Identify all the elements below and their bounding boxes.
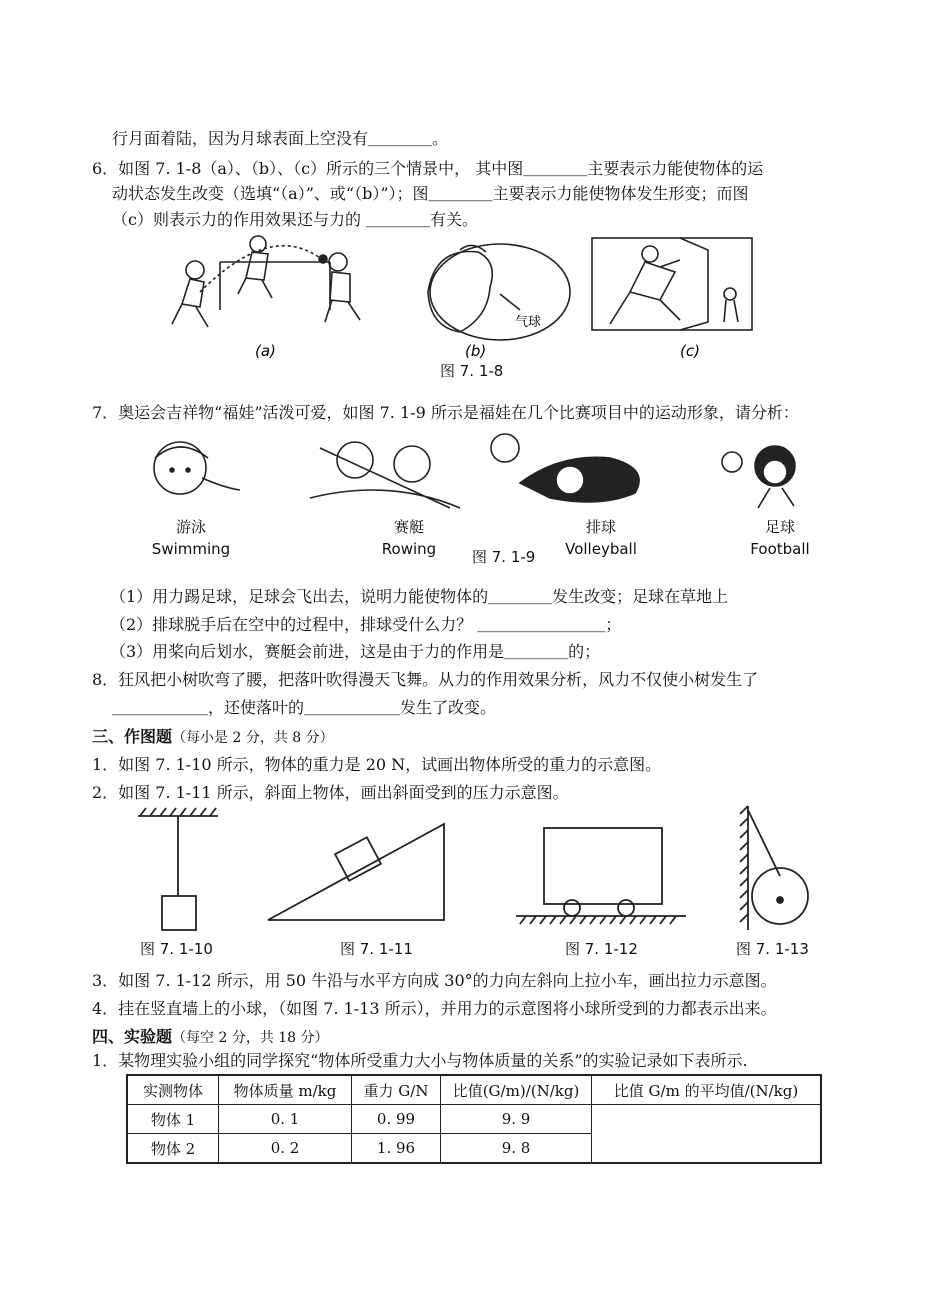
sport-en-swimming: Swimming [151, 540, 231, 558]
table-cell: 9. 8 [441, 1134, 592, 1164]
figure-7-1-12-caption: 图 7. 1-12 [565, 940, 638, 958]
q7-sub2: （2）排球脱手后在空中的过程中，排球受什么力？ ＿＿＿＿＿＿＿＿； [110, 615, 622, 634]
sport-cn-rowing: 赛艇 [393, 518, 424, 536]
table-header: 物体质量 m/kg [219, 1075, 352, 1105]
sport-cn-football: 足球 [764, 518, 795, 536]
s4-q1: 1．某物理实验小组的同学探究“物体所受重力大小与物体质量的关系”的实验记录如下表所示. [92, 1051, 748, 1070]
rowing-mascot-icon [310, 442, 460, 508]
table-cell: 0. 1 [219, 1105, 352, 1134]
q7-sub3: （3）用桨向后划水，赛艇会前进，这是由于力的作用是＿＿＿＿的； [110, 642, 601, 661]
table-cell: 0. 99 [352, 1105, 441, 1134]
section-3-note: （每小是 2 分，共 8 分） [172, 730, 334, 746]
table-header-row [127, 1075, 821, 1105]
sport-en-football: Football [750, 540, 810, 558]
figure-7-1-11-caption: 图 7. 1-11 [340, 940, 413, 958]
table-cell: 物体 1 [127, 1105, 219, 1134]
table-cell: 物体 2 [127, 1134, 219, 1164]
sport-en-volleyball: Volleyball [565, 540, 637, 558]
sport-en-rowing: Rowing [381, 540, 437, 558]
figure-c-drawing [592, 238, 752, 330]
figure-c-label: (c) [680, 342, 700, 360]
balloon-label: 气球 [515, 315, 542, 330]
section-3-heading: 三、作图题 [92, 727, 173, 746]
table-cell: 9. 9 [441, 1105, 592, 1134]
figure-7-1-10-drawing [138, 808, 218, 930]
section-4-title [92, 1024, 329, 1047]
figure-7-1-12-drawing [516, 828, 686, 924]
q7-sub1: （1）用力踢足球，足球会飞出去，说明力能使物体的＿＿＿＿发生改变；足球在草地上 [110, 587, 729, 606]
figure-7-1-9-caption: 图 7. 1-9 [472, 548, 536, 566]
table-header: 实测物体 [127, 1075, 219, 1105]
q8-line2: ＿＿＿＿＿＿，还使落叶的＿＿＿＿＿＿发生了改变。 [112, 698, 497, 717]
figure-7-1-8 [160, 232, 760, 362]
table-cell: 1. 96 [352, 1134, 441, 1164]
section-4-heading: 四、实验题 [92, 1027, 173, 1046]
s3-q1: 1．如图 7. 1-10 所示，物体的重力是 20 N，试画出物体所受的重力的示意图。 [92, 755, 662, 774]
sport-cn-volleyball: 排球 [585, 518, 616, 536]
table-row [127, 1105, 821, 1134]
football-mascot-icon [722, 446, 795, 508]
figure-7-1-13-caption: 图 7. 1-13 [736, 940, 809, 958]
volleyball-mascot-icon [491, 434, 639, 502]
figures-row [130, 804, 820, 934]
q6-line3: （c）则表示力的作用效果还与力的 ＿＿＿＿有关。 [112, 210, 479, 229]
experiment-table [126, 1074, 822, 1164]
figure-a-drawing [172, 236, 360, 327]
table-header: 比值(G/m)/(N/kg) [441, 1075, 592, 1105]
sport-cn-swimming: 游泳 [175, 518, 206, 536]
table-header: 重力 G/N [352, 1075, 441, 1105]
section-4-note: （每空 2 分，共 18 分） [172, 1030, 329, 1046]
figure-b-label: (b) [465, 342, 487, 360]
swimming-mascot-icon [154, 442, 240, 494]
q6-line2: 动状态发生改变（选填“（a）”、或“（b）”）；图＿＿＿＿主要表示力能使物体发生形变；而图 [112, 184, 749, 203]
average-cell [592, 1105, 822, 1164]
table-header: 比值 G/m 的平均值/(N/kg) [592, 1075, 822, 1105]
s3-q2: 2．如图 7. 1-11 所示，斜面上物体，画出斜面受到的压力示意图。 [92, 783, 569, 802]
q7-intro: 7．奥运会吉祥物“福娃”活泼可爱，如图 7. 1-9 所示是福娃在几个比赛项目中的运动形象，请分析： [92, 403, 799, 422]
q6-line1: 6．如图 7. 1-8（a）、（b）、（c）所示的三个情景中， 其中图＿＿＿＿主要表示力能使物体的运 [92, 159, 764, 178]
section-3-title [92, 724, 334, 747]
q5-tail: 行月面着陆，因为月球表面上空没有＿＿＿＿。 [112, 129, 449, 148]
table-cell: 0. 2 [219, 1134, 352, 1164]
q8-line1: 8．狂风把小树吹弯了腰，把落叶吹得漫天飞舞。从力的作用效果分析，风力不仅使小树发生了 [92, 670, 759, 689]
figure-7-1-8-caption: 图 7. 1-8 [440, 362, 504, 380]
figure-7-1-10-caption: 图 7. 1-10 [140, 940, 213, 958]
s3-q4: 4．挂在竖直墙上的小球，（如图 7. 1-13 所示），并用力的示意图将小球所受到的力都表示出来。 [92, 999, 777, 1018]
s3-q3: 3．如图 7. 1-12 所示，用 50 牛沿与水平方向成 30°的力向左斜向上拉小车，画出拉力示意图。 [92, 971, 777, 990]
figure-7-1-9 [130, 428, 830, 518]
figure-7-1-11-drawing [268, 824, 444, 920]
figure-b-drawing [428, 244, 570, 340]
figure-7-1-13-drawing [740, 806, 808, 930]
figure-a-label: (a) [255, 342, 276, 360]
